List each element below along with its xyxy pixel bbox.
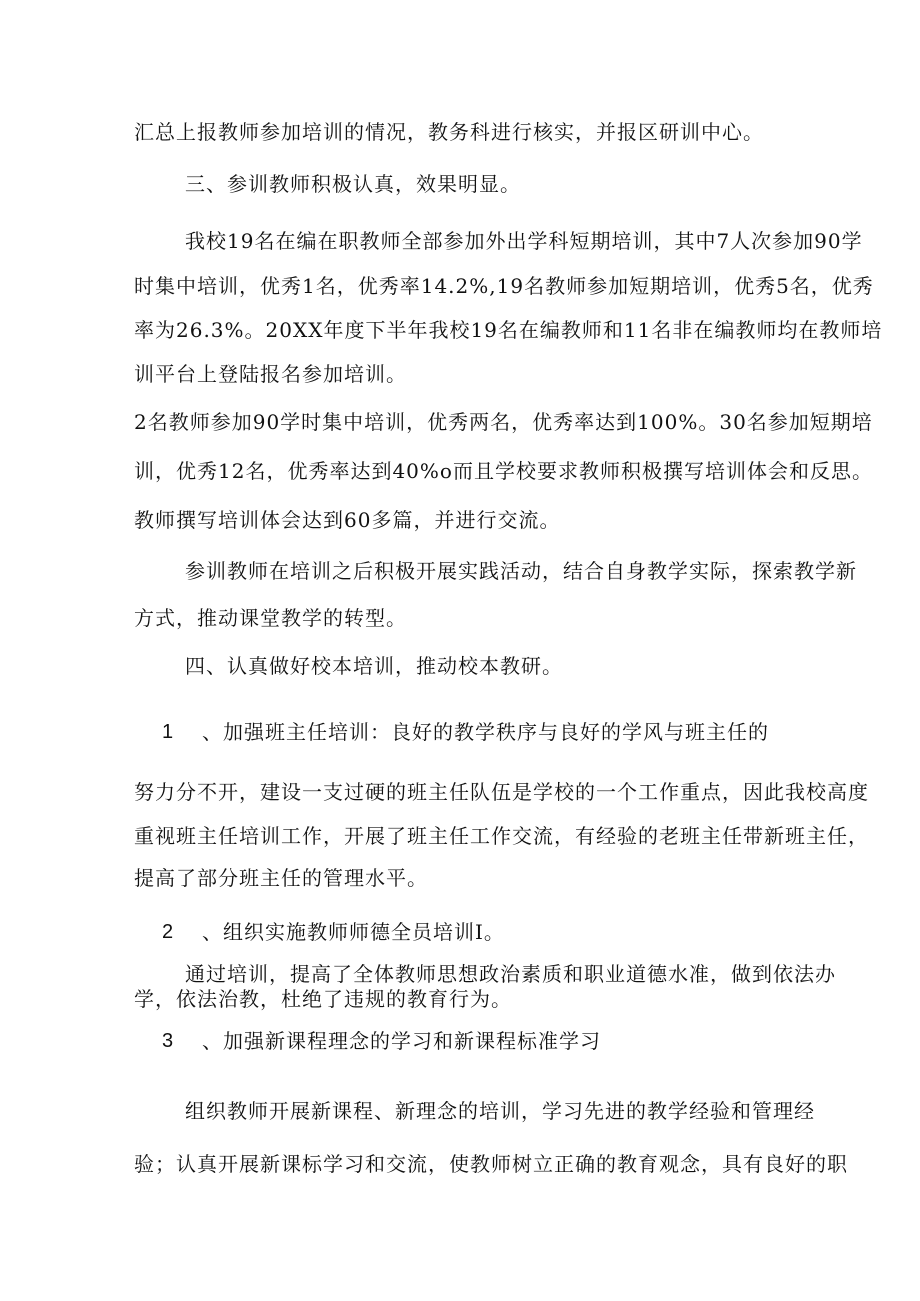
text-line: 教师撰写培训体会达到60多篇，并进行交流。 xyxy=(134,508,561,532)
text-line: 时集中培训，优秀1名，优秀率14.2%,19名教师参加短期培训，优秀5名，优秀 xyxy=(134,274,874,298)
text-line: 率为26.3%。20XX年度下半年我校19名在编教师和11名非在编教师均在教师培 xyxy=(134,318,883,342)
text-line: 训，优秀12名，优秀率达到40%o而且学校要求教师积极撰写培训体会和反思。 xyxy=(134,459,873,483)
text-line: 组织教师开展新课程、新理念的培训，学习先进的教学经验和管理经 xyxy=(185,1099,815,1123)
item-number: 3 xyxy=(162,1030,174,1052)
text-line: 我校19名在编在职教师全部参加外出学科短期培训，其中7人次参加90学 xyxy=(185,229,863,253)
section-heading: 四、认真做好校本培训，推动校本教研。 xyxy=(185,654,563,678)
section-heading: 三、参训教师积极认真，效果明显。 xyxy=(185,172,521,196)
text-line: 汇总上报教师参加培训的情况，教务科进行核实，并报区研训中心。 xyxy=(134,120,764,144)
text-line: 训平台上登陆报名参加培训。 xyxy=(134,362,407,386)
item-number: 2 xyxy=(162,921,174,943)
text-line: 通过培训，提高了全体教师思想政治素质和职业道德水准，做到依法办 xyxy=(185,962,836,986)
text-line: 提高了部分班主任的管理水平。 xyxy=(134,866,428,890)
text-line: 重视班主任培训工作，开展了班主任工作交流，有经验的老班主任带新班主任， xyxy=(134,824,869,848)
item-number: 1 xyxy=(162,721,174,743)
item-heading: 、加强新课程理念的学习和新课程标准学习 xyxy=(202,1029,601,1053)
text-line: 努力分不开，建设一支过硬的班主任队伍是学校的一个工作重点，因此我校高度 xyxy=(134,780,869,804)
text-line: 参训教师在培训之后积极开展实践活动，结合自身教学实际，探索教学新 xyxy=(185,559,857,583)
text-line: 学，依法治教，杜绝了违规的教育行为。 xyxy=(134,987,512,1011)
item-heading: 、加强班主任培训：良好的教学秩序与良好的学风与班主任的 xyxy=(202,720,769,744)
text-line: 2名教师参加90学时集中培训，优秀两名，优秀率达到100%。30名参加短期培 xyxy=(134,410,873,434)
text-line: 方式，推动课堂教学的转型。 xyxy=(134,606,407,630)
text-line: 验；认真开展新课标学习和交流，使教师树立正确的教育观念，具有良好的职 xyxy=(134,1152,848,1176)
item-heading: 、组织实施教师师德全员培训I。 xyxy=(202,920,505,944)
